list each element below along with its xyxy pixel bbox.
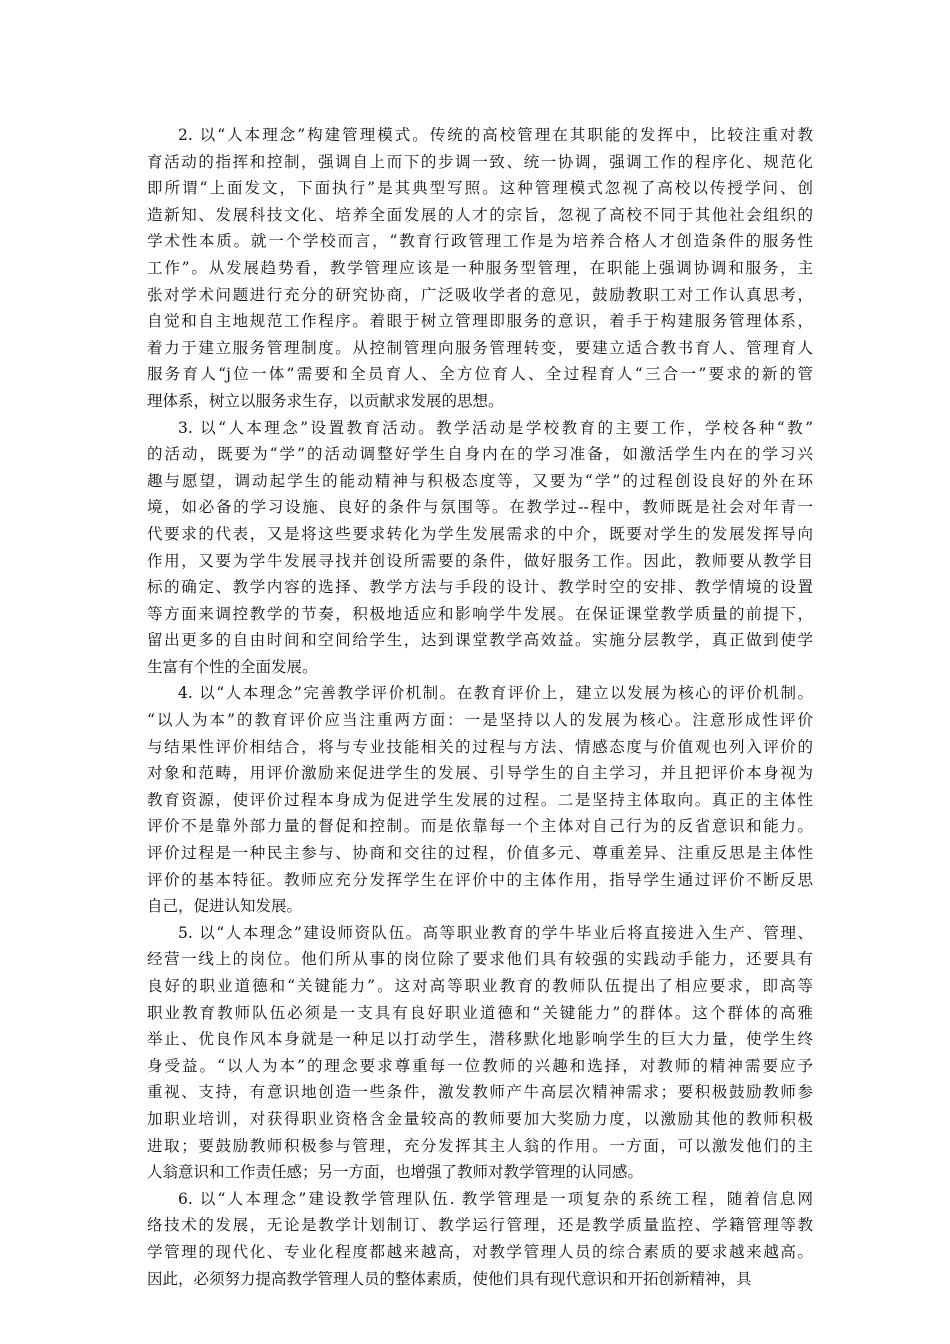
text-line: 评价不是靠外部力量的督促和控制。而是依靠每一个主体对自己行为的反省意识和能力。: [147, 817, 813, 836]
text-line: 对象和范畴，用评价激励来促进学生的发展、引导学生的自主学习，并且把评价本身视为: [147, 764, 813, 783]
text-line: 自己，促进认知发展。: [147, 897, 303, 916]
text-line: 学管理的现代化、专业化程度都越来越高，对教学管理人员的综合素质的要求越来越高。: [147, 1242, 813, 1261]
text-line: 经营一线上的岗位。他们所从事的岗位除了要求他们具有较强的实践动手能力，还要具有: [147, 950, 813, 969]
text-line: 张对学术问题进行充分的研究协商，广泛吸收学者的意见，鼓励教职工对工作认真思考，: [147, 285, 813, 304]
text-line: 生富有个性的全面发展。: [147, 657, 318, 676]
text-line: 造新知、发展科技文化、培养全面发展的人才的宗旨，忽视了高校不同于其他社会组织的: [147, 205, 813, 224]
text-line: 代要求的代表，又是将这些要求转化为学生发展需求的中介，既要对学生的发展发挥导向: [147, 524, 813, 543]
text-line: 理体系，树立以服务求生存，以贡献求发展的思想。: [147, 391, 504, 410]
document-body: [147, 122, 813, 1292]
text-line: 学术性本质。就一个学校而言，“教育行政管理工作是为培养合格人才创造条件的服务性: [147, 232, 813, 251]
text-line: 3. 以“人本理念”设置教育活动。教学活动是学校教育的主要工作，学校各种“教”: [178, 418, 813, 437]
text-line: 因此，必须努力提高教学管理人员的整体素质，使他们具有现代意识和开拓创新精神，具: [147, 1269, 752, 1288]
text-line: 等方面来调控教学的节奏，积极地适应和影响学牛发展。在保证课堂教学质量的前提下，: [147, 604, 813, 623]
text-line: 重视、支持，有意识地创造一些条件，激发教师产牛高层次精神需求；要积极鼓励教师参: [147, 1083, 813, 1102]
text-line: 2. 以“人本理念”构建管理模式。传统的高校管理在其职能的发挥中，比较注重对教: [178, 126, 813, 144]
text-line: 服务育人“j位一体”需要和全员育人、全方位育人、全过程育人“三合一”要求的新的管: [147, 365, 813, 384]
paragraph: [147, 920, 813, 1186]
text-line: 即所谓“上面发文，下面执行”是其典型写照。这种管理模式忽视了高校以传授学问、创: [147, 179, 813, 198]
text-line: 着力于建立服务管理制度。从控制管理向服务管理转变，要建立适合教书育人、管理育人: [147, 338, 813, 357]
text-line: 与结果性评价相结合，将与专业技能相关的过程与方法、情感态度与价值观也列入评价的: [147, 737, 813, 756]
text-line: 进取；要鼓励教师积极参与管理，充分发挥其主人翁的作用。一方面，可以激发他们的主: [147, 1136, 813, 1155]
text-line: 评价过程是一种民主参与、协商和交往的过程，价值多元、尊重差异、注重反思是主体性: [147, 844, 813, 863]
text-line: 教育资源，使评价过程本身成为促进学生发展的过程。二是坚持主体取向。真正的主体性: [147, 790, 813, 809]
text-line: 自觉和自主地规范工作程序。着眼于树立管理即服务的意识，着手于构建服务管理体系，: [147, 312, 813, 331]
text-line: “以人为本”的教育评价应当注重两方面：一是坚持以人的发展为核心。注意形成性评价: [147, 711, 813, 730]
text-line: 育活动的指挥和控制，强调自上而下的步调一致、统一协调，强调工作的程序化、规范化: [147, 152, 813, 171]
text-line: 加职业培训，对获得职业资格含金量较高的教师要加大奖励力度，以激励其他的教师积极: [147, 1109, 813, 1128]
paragraph: [147, 122, 813, 415]
text-line: 身受益。“以人为本”的理念要求尊重每一位教师的兴趣和选择，对教师的精神需要应予: [147, 1056, 813, 1075]
text-line: 6. 以“人本理念”建设教学管理队伍. 教学管理是一项复杂的系统工程，随着信息网: [178, 1189, 813, 1208]
text-line: 的活动，既要为“学”的活动调整好学生自身内在的学习准备，如激活学生内在的学习兴: [147, 445, 813, 464]
text-line: 络技术的发展，无论是教学计划制订、教学运行管理，还是教学质量监控、学籍管理等教: [147, 1216, 813, 1235]
text-line: 职业教育教师队伍必须是一支具有良好职业道德和“关键能力”的群体。这个群体的高雅: [147, 1003, 813, 1022]
text-line: 作用，又要为学牛发展寻找并创设所需要的条件，做好服务工作。因此，教师要从教学目: [147, 551, 813, 570]
paragraph: [147, 1186, 813, 1292]
text-line: 评价的基本特征。教师应充分发挥学生在评价中的主体作用，指导学生通过评价不断反思: [147, 870, 813, 889]
text-line: 工作”。从发展趋势看，教学管理应该是一种服务型管理，在职能上强调协调和服务，主: [147, 258, 813, 277]
text-line: 4. 以“人本理念”完善教学评价机制。在教育评价上，建立以发展为核心的评价机制。: [178, 684, 813, 703]
text-line: 良好的职业道德和“关键能力”。这对高等职业教育的教师队伍提出了相应要求，即高等: [147, 977, 813, 995]
text-line: 标的确定、教学内容的选择、教学方法与手段的设计、教学时空的安排、教学情境的设置: [147, 578, 813, 597]
text-line: 举止、优良作风本身就是一种足以打动学生，潜移默化地影响学生的巨大力量，使学生终: [147, 1030, 813, 1049]
paragraph: [147, 415, 813, 681]
text-line: 人翁意识和工作责任感；另一方面，也增强了教师对教学管理的认同感。: [147, 1163, 644, 1182]
paragraph: [147, 680, 813, 919]
text-line: 境，如必备的学习设施、良好的条件与氛围等。在教学过--程中，教师既是社会对年青一: [147, 498, 813, 517]
text-line: 趣与愿望，调动起学生的能动精神与积极态度等，又要为“学”的过程创设良好的外在环: [147, 471, 813, 490]
text-line: 留出更多的自由时间和空间给学生，达到课堂教学高效益。实施分层教学，真正做到使学: [147, 631, 813, 650]
text-line: 5. 以“人本理念”建设师资队伍。高等职业教育的学牛毕业后将直接进入生产、管理、: [178, 923, 813, 942]
